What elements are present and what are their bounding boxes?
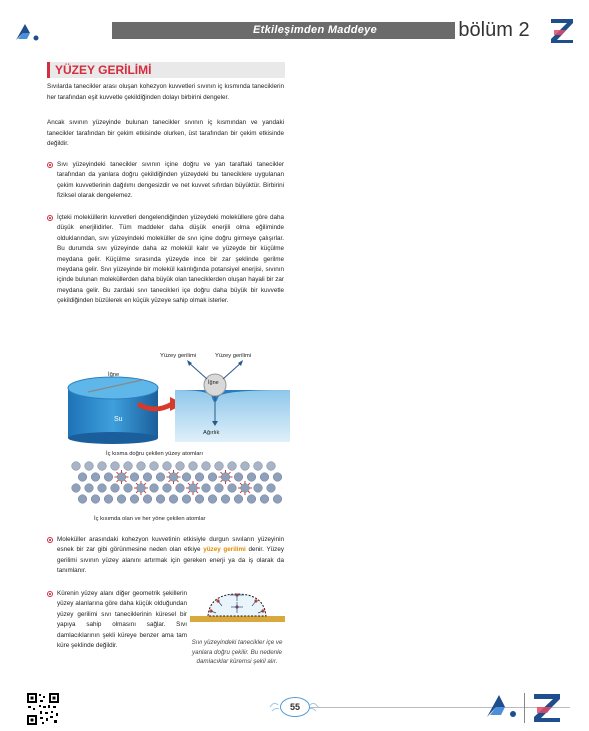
needle-water-illustration: [60, 348, 290, 448]
chapter-label: bölüm 2: [455, 16, 533, 44]
bullet-text: Sıvı yüzeyindeki tanecikler sıvının içine doğru ve yan taraftaki tanecikler tarafından da yanlara doğru çekildiğinden yüzeydeki bu taneciklere uygulanan çekim kuvvetlerinin dağılımı dengesizdir ve net kuvvet sıfırdan büyüktür. Birbirini fiziksel olarak dengelemez.: [57, 161, 284, 200]
atom: [182, 495, 191, 504]
atom: [124, 484, 133, 493]
atom: [234, 473, 243, 482]
atom: [215, 484, 224, 493]
molecule-lattice-illustration: [68, 460, 288, 515]
bullet-icon: [47, 591, 53, 597]
atom: [163, 462, 172, 471]
atom: [98, 462, 107, 471]
section-accent: [47, 62, 50, 78]
bullet-text: Kürenin yüzey alanı diğer geometrik şekillerin yüzey alanlarına göre daha küçük olduğundan yüzey gerilimi sıvı taneciklerinin küresel bir yapıya sahip olmasını sağlar. Sıvı damlacıklarının şekli küreye benzer ama tam küre şeklinde değildir.: [57, 590, 187, 650]
atom: [98, 484, 107, 493]
atom: [117, 495, 126, 504]
atom: [163, 484, 172, 493]
z-logo-icon: [548, 16, 576, 49]
surface-tension-label-left: Yüzey gerilimi: [160, 353, 197, 359]
header-title: Etkileşimden Maddeye: [253, 24, 377, 36]
atom: [85, 484, 94, 493]
figure-molecule-lattice: [68, 460, 288, 515]
bullet-text: [57, 535, 284, 577]
inner-atoms-label: İç kısımda olan ve her yöne çekilen atomlar: [94, 516, 206, 522]
bullet-item-2: [47, 213, 284, 307]
atom: [254, 462, 263, 471]
atom: [189, 484, 198, 493]
bullet-text-part: denir. Yüzey gerilimi sıvının yüzey alanını artırmak için gereken enerji ya da iş olarak da tanımlanır.: [57, 546, 284, 575]
atom: [150, 484, 159, 493]
droplet-caption: Sıvı yüzeyindeki tanecikler içe ve yanlara doğru çekilir. Bu nedenle damlacıklar küremsi şekil alır.: [191, 639, 283, 665]
atom: [111, 462, 120, 471]
atom: [85, 462, 94, 471]
atom: [78, 495, 87, 504]
z-logo-footer-icon: [530, 690, 564, 729]
atom: [241, 484, 250, 493]
section-title: YÜZEY GERİLİMİ: [55, 63, 152, 77]
atom: [202, 484, 211, 493]
atom: [247, 495, 256, 504]
brand-logo-footer-icon: [484, 692, 518, 725]
needle-label-left: İğne: [108, 372, 120, 378]
bullet-item-4: [47, 589, 187, 651]
atom: [202, 462, 211, 471]
highlighted-term: yüzey gerilimi: [203, 546, 246, 554]
droplet-illustration: [190, 590, 285, 635]
atom: [208, 473, 217, 482]
paragraph-1: Sıvılarda tanecikler arası oluşan kohezyon kuvvetleri sıvının iç kısmında taneciklerin her tarafından eşit kuvvetle çekildiğinden dolayı birbirini dengeler.: [47, 83, 284, 101]
atom: [176, 462, 185, 471]
atom: [104, 473, 113, 482]
atom: [130, 495, 139, 504]
atom: [130, 473, 139, 482]
atom: [267, 484, 276, 493]
atom: [169, 473, 178, 482]
footer-logo-separator: [524, 693, 525, 723]
atom: [195, 495, 204, 504]
atom: [111, 484, 120, 493]
atom: [273, 495, 282, 504]
atom: [260, 495, 269, 504]
atom: [72, 484, 81, 493]
atom: [221, 495, 230, 504]
atom: [182, 473, 191, 482]
figure-droplet: [190, 590, 285, 635]
atom: [72, 462, 81, 471]
atom: [137, 484, 146, 493]
atom: [241, 462, 250, 471]
bullet-icon: [47, 537, 53, 543]
atom: [156, 473, 165, 482]
atom: [195, 473, 204, 482]
atom: [156, 495, 165, 504]
figure-needle-on-water: [60, 348, 290, 448]
water-label: Su: [114, 416, 123, 423]
atom: [234, 495, 243, 504]
bullet-icon: [47, 215, 53, 221]
atom: [273, 473, 282, 482]
atom: [91, 495, 100, 504]
qr-code-icon: [26, 692, 60, 726]
atom: [169, 495, 178, 504]
atom: [150, 462, 159, 471]
page-number: 55: [280, 697, 310, 717]
bullet-text-part: Moleküller arasındaki kohezyon kuvvetinin etkisiyle durgun sıvıların yüzeyinin esnek bir zar gibi görünmesine neden olan etkiye: [57, 536, 284, 554]
surface-atoms-label: İç kısma doğru çekilen yüzey atomları: [106, 451, 203, 457]
atom: [208, 495, 217, 504]
weight-label: Ağırlık: [203, 430, 220, 436]
atom: [254, 484, 263, 493]
bullet-item-3: [47, 535, 284, 577]
atom: [215, 462, 224, 471]
brand-logo-icon: [14, 22, 40, 47]
atom: [221, 473, 230, 482]
bullet-icon: [47, 162, 53, 168]
atom: [91, 473, 100, 482]
atom: [117, 473, 126, 482]
atom: [176, 484, 185, 493]
atom: [137, 462, 146, 471]
atom: [189, 462, 198, 471]
atom: [124, 462, 133, 471]
atom: [104, 495, 113, 504]
atom: [228, 462, 237, 471]
atom: [260, 473, 269, 482]
atom: [228, 484, 237, 493]
atom: [143, 473, 152, 482]
atom: [143, 495, 152, 504]
needle-label-right: İğne: [208, 380, 219, 386]
atom: [267, 462, 276, 471]
atom: [247, 473, 256, 482]
atom: [78, 473, 87, 482]
paragraph-2: Ancak sıvının yüzeyinde bulunan tanecikler sıvının iç kısmından ve yandaki tanecikler tarafından bir çekim etkisinde olurken, üst tarafından bir çekim etkisinde değildir.: [47, 119, 284, 147]
bullet-text: İçteki moleküllerin kuvvetleri dengelendiğinden yüzeydeki moleküllere göre daha düşük enerjilidirler. Tüm maddeler daha düşük enerjili olma eğiliminde olduklarından, sıvı yüzeyindeki moleküller de sıvı içine doğru girmeye çalışırlar. Bu durumda sıvı yüzeyinde daha az molekül kalır ve yüzeyde bir küçülme meydana gelir. Küçülme sırasında yüzeyde ince bir zar şeklinde gerilme meydana gelir. Sıvı yüzeyinde bir molekül kalınlığında potansiyel enerjisi, sıvının içinde bulunan moleküllerden daha büyük olan taneciklerden oluşan hayali bir zar meydana gelir. Bu zardaki sıvı tanecikleri içe doğru daha büyük bir kuvvetle çekildiğinden büzülerek en küçük yüzeye sahip olmak isterler.: [57, 214, 284, 305]
bullet-item-1: [47, 160, 284, 202]
surface-tension-label-right: Yüzey gerilimi: [215, 353, 252, 359]
